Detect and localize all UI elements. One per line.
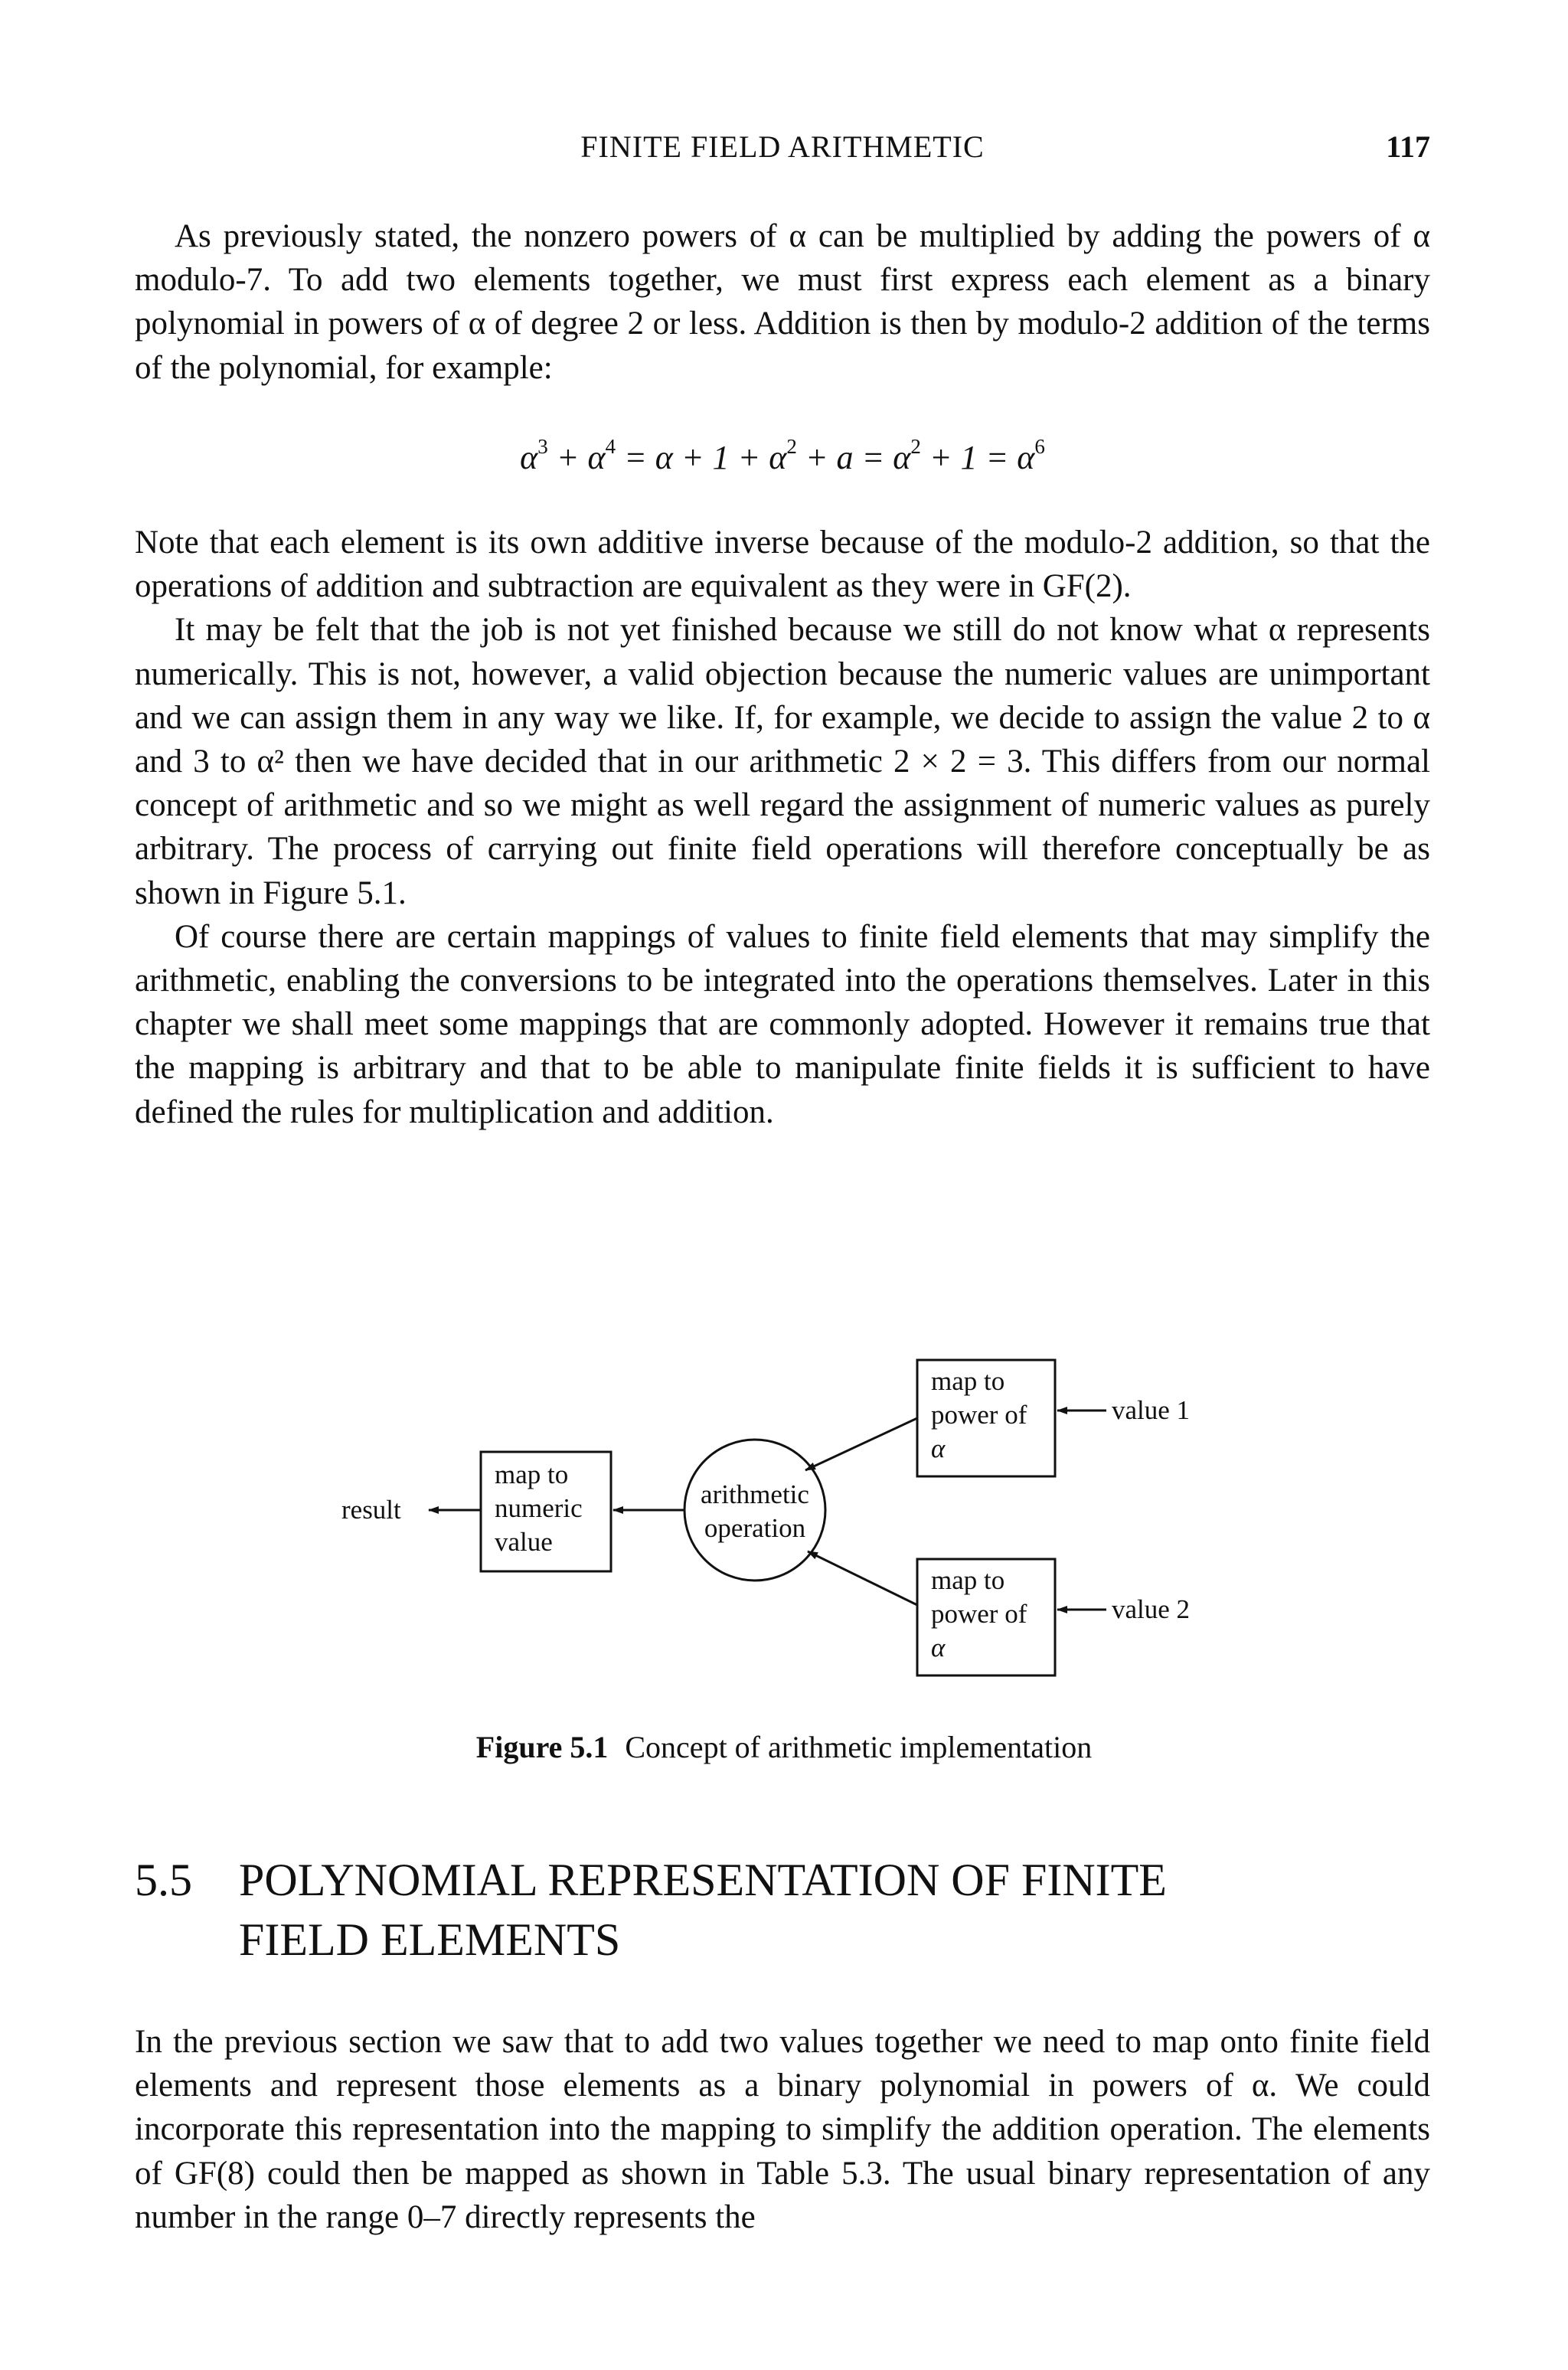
- running-head: [135, 129, 1430, 172]
- equation-term: + a = α: [796, 439, 911, 476]
- map-numeric-label: [495, 1458, 583, 1559]
- paragraph-text: As previously stated, the nonzero powers of α can be multiplied by adding the powers of α modulo-7. To add two elements together, we must first express each element as a binary polynomial in powers of α of degree 2 or less. Addition is then by modulo-2 addition of the terms of the polynomial, for example:: [135, 218, 1430, 386]
- equation-term: α: [520, 439, 538, 476]
- box-label-line: power of: [931, 1400, 1027, 1430]
- equation-term: = α + 1 + α: [616, 439, 787, 476]
- paragraph-group-main: [135, 521, 1430, 1134]
- result-label: result: [341, 1495, 401, 1525]
- operation-label-line: arithmetic: [701, 1479, 809, 1509]
- box-label-line: power of: [931, 1599, 1027, 1629]
- box-label-line: α: [931, 1433, 946, 1463]
- caption-label: Figure 5.1: [475, 1730, 609, 1764]
- paragraph-text: In the previous section we saw that to add two values together we need to map onto finite field elements and represent those elements as a binary polynomial in powers of α. We could incorporate this representation into the mapping to simplify the addition operation. The elements of GF(8) could then be mapped as shown in Table 5.3. The usual binary representation of any number in the range 0–7 directly represents the: [135, 2024, 1430, 2235]
- equation-term: + 1 = α: [920, 439, 1035, 476]
- box-label-line: numeric: [495, 1493, 583, 1523]
- figure-5-1: [0, 1348, 1568, 1708]
- operation-label-line: operation: [704, 1513, 806, 1543]
- section-title-line: FIELD ELEMENTS: [239, 1914, 621, 1965]
- section-number: 5.5: [135, 1855, 192, 1905]
- box-label-line: map to: [931, 1565, 1005, 1595]
- paragraph-intro: [135, 214, 1430, 390]
- alpha-2-to-operation-arrow: [808, 1551, 917, 1605]
- equation-exponent: 6: [1034, 435, 1045, 458]
- equation-exponent: 2: [786, 435, 797, 458]
- paragraph-numeric-values: It may be felt that the job is not yet finished because we still do not know what α represents numerically. This is not, however, a valid objection because the numeric values are unimportant and we can assign them in any way we like. If, for example, we decide to assign the value 2 to α and 3 to α² then we have decided that in our arithmetic 2 × 2 = 3. This differs from our normal concept of arithmetic and so we might as well regard the assignment of numeric values as purely arbitrary. The process of carrying out finite field operations will therefore conceptually be as shown in Figure 5.1.: [135, 612, 1430, 911]
- box-label-line: α: [931, 1633, 946, 1662]
- map-power-label-2: [931, 1564, 1027, 1665]
- figure-caption: [0, 1729, 1568, 1765]
- section-title: [239, 1850, 1387, 1970]
- box-label-line: map to: [931, 1366, 1005, 1396]
- value-1-label: value 1: [1112, 1395, 1191, 1425]
- equation-exponent: 3: [537, 435, 548, 458]
- paragraph-polynomial: [135, 2020, 1430, 2239]
- page-number: 117: [1386, 129, 1430, 164]
- equation-exponent: 2: [910, 435, 921, 458]
- map-power-label-1: [931, 1365, 1027, 1466]
- running-title: FINITE FIELD ARITHMETIC: [580, 129, 985, 164]
- alpha-1-to-operation-arrow: [805, 1418, 917, 1470]
- equation-exponent: 4: [605, 435, 616, 458]
- caption-text: Concept of arithmetic implementation: [625, 1730, 1093, 1764]
- section-title-line: POLYNOMIAL REPRESENTATION OF FINITE: [239, 1855, 1167, 1905]
- equation: [135, 435, 1430, 477]
- operation-label: [686, 1478, 824, 1545]
- paragraph-mappings: Of course there are certain mappings of values to finite field elements that may simplify the arithmetic, enabling the conversions to be integrated into the operations themselves. Later in this chapter we shall meet some mappings that are commonly adopted. However it remains true that the mapping is arbitrary and that to be able to manipulate finite fields it is sufficient to have defined the rules for multiplication and addition.: [135, 918, 1430, 1130]
- box-label-line: map to: [495, 1460, 569, 1489]
- box-label-line: value: [495, 1527, 553, 1557]
- equation-term: + α: [547, 439, 606, 476]
- paragraph-additive-inverse: Note that each element is its own additive inverse because of the modulo-2 addition, so that the operations of addition and subtraction are equivalent as they were in GF(2).: [135, 525, 1430, 605]
- value-2-label: value 2: [1112, 1594, 1191, 1624]
